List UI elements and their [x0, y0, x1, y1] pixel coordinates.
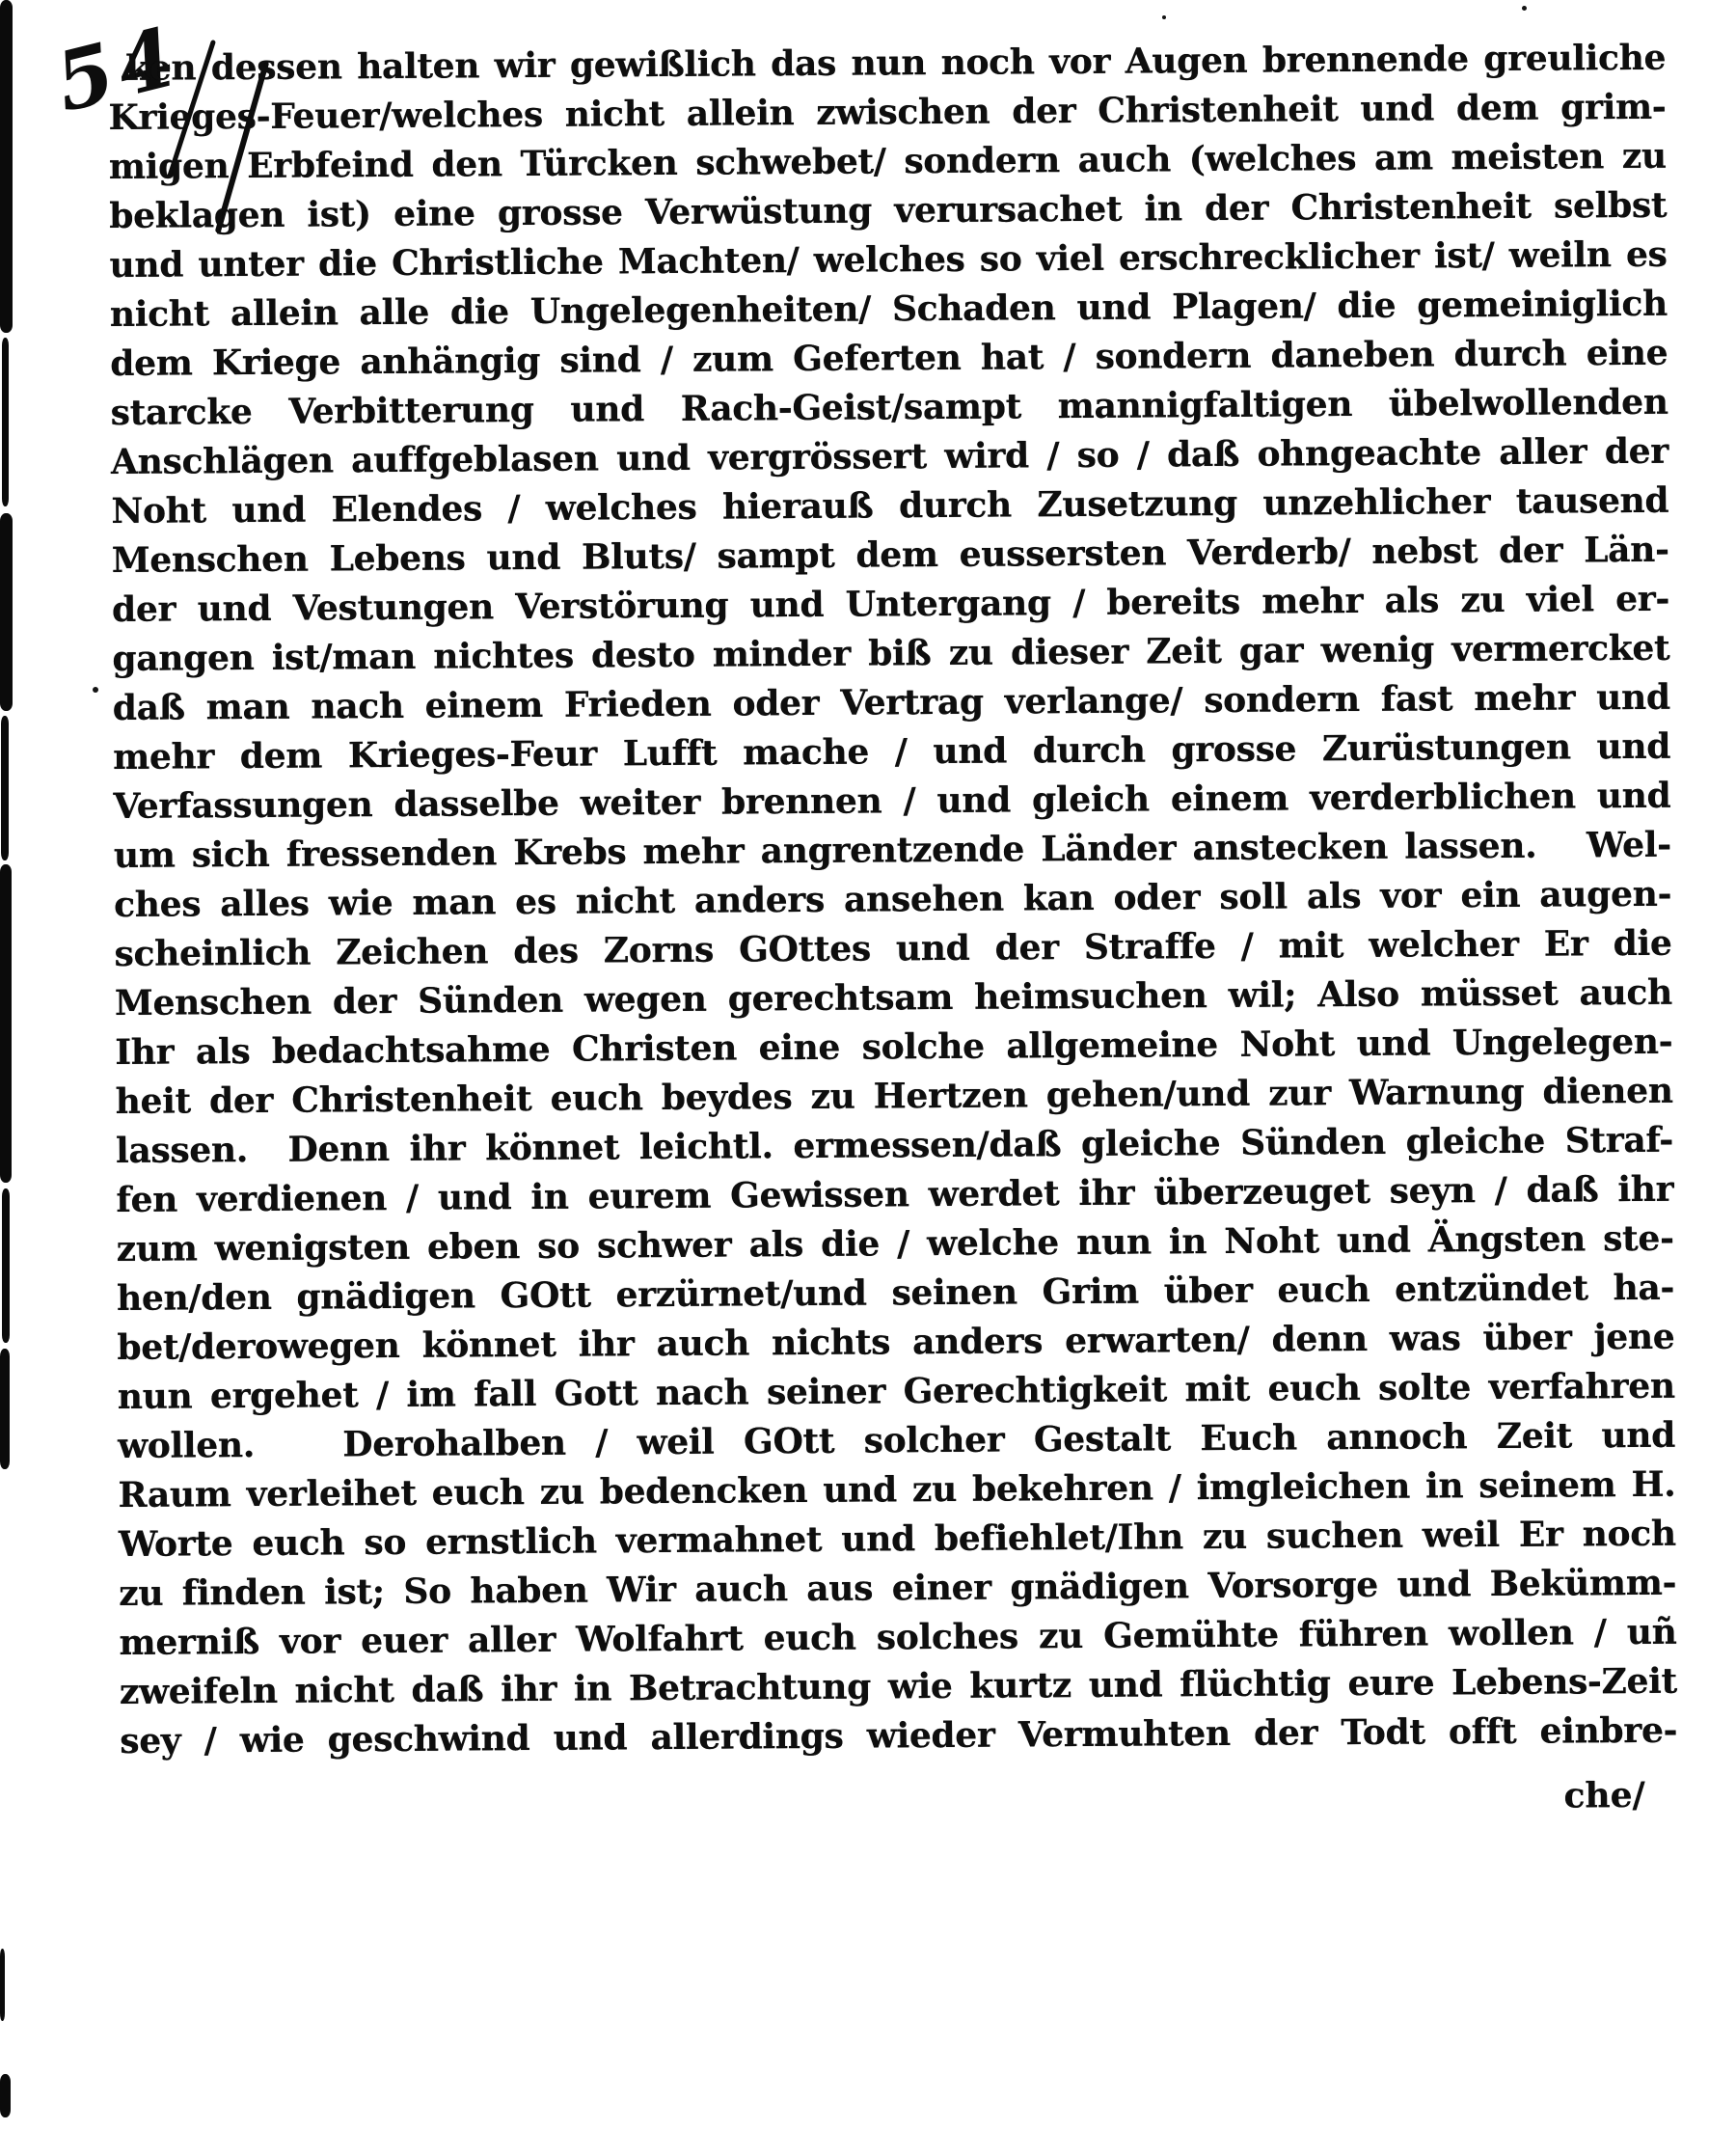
text-line: fen verdienen / und in eurem Gewissen werdet ihr überzeuget seyn / daß ihr	[116, 1168, 1674, 1220]
text-line: hen/den gnädigen GOtt erzürnet/und seinen Grim über euch entzündet ha-	[116, 1267, 1675, 1319]
binding-edge-mark	[2, 1188, 10, 1343]
binding-edge-mark	[0, 864, 12, 1183]
text-line: wollen. Derohalben / weil GOtt solcher Gestalt Euch annoch Zeit und	[117, 1414, 1676, 1466]
text-line: Krieges-Feuer/welches nicht allein zwischen der Christenheit und dem grim-	[108, 86, 1667, 138]
text-line: Noht und Elendes / welches hierauß durch Zusetzung unzehlicher tausend	[111, 479, 1669, 532]
text-line: bet/derowegen könnet ihr auch nichts anders erwarten/ denn was über jene	[117, 1316, 1675, 1368]
text-line: gangen ist/man nichtes desto minder biß zu dieser Zeit gar wenig vermercket	[112, 627, 1670, 679]
binding-edge-mark	[0, 2074, 11, 2117]
text-line: dem Kriege anhängig sind / zum Geferten hat / sondern daneben durch eine	[110, 332, 1668, 384]
binding-edge-mark	[0, 513, 13, 711]
text-line: sey / wie geschwind und allerdings wieder Vermuhten der Todt offt einbre-	[120, 1709, 1678, 1761]
binding-edge-mark	[0, 1349, 10, 1469]
text-line: ches alles wie man es nicht anders ansehen kan oder soll als vor ein augen-	[114, 873, 1672, 925]
text-line: scheinlich Zeichen des Zorns GOttes und der Straffe / mit welcher Er die	[114, 922, 1672, 974]
ink-speck	[1522, 6, 1527, 11]
text-line: mehr dem Krieges-Feur Lufft mache / und durch grosse Zurüstungen und	[113, 725, 1671, 778]
text-line: Menschen Lebens und Bluts/ sampt dem eussersten Verderb/ nebst der Län-	[111, 529, 1669, 581]
text-line: Menschen der Sünden wegen gerechtsam heimsuchen wil; Also müsset auch	[114, 971, 1673, 1024]
binding-edge-mark	[2, 338, 9, 506]
text-line: heit der Christenheit euch beydes zu Hertzen gehen/und zur Warnung dienen	[115, 1070, 1673, 1122]
text-line: lassen. Denn ihr könnet leichtl. ermessen/daß gleiche Sünden gleiche Straf-	[115, 1119, 1674, 1171]
handwritten-folio-number: 54	[45, 7, 190, 131]
text-line: Raum verleihet euch zu bedencken und zu bekehren / imgleichen in seinem H.	[118, 1463, 1676, 1516]
binding-edge-mark	[0, 1949, 5, 2021]
text-line: Verfassungen dasselbe weiter brennen / und gleich einem verderblichen und	[113, 775, 1671, 827]
text-line: zum wenigsten eben so schwer als die / welche nun in Noht und Ängsten ste-	[116, 1217, 1674, 1270]
catchword: che/	[1563, 1774, 1645, 1816]
text-line: migen Erbfeind den Türcken schwebet/ sondern auch (welches am meisten zu	[108, 135, 1667, 187]
text-line: Worte euch so ernstlich vermahnet und befiehlet/Ihn zu suchen weil Er noch	[118, 1513, 1676, 1565]
text-line: zu finden ist; So haben Wir auch aus einer gnädigen Vorsorge und Bekümm-	[119, 1562, 1677, 1614]
text-line: zweifeln nicht daß ihr in Betrachtung wie kurtz und flüchtig eure Lebens-Zeit	[119, 1660, 1678, 1712]
ink-speck	[1162, 15, 1166, 19]
body-text-block	[108, 34, 1678, 1831]
ink-speck	[93, 687, 98, 693]
text-line: der und Vestungen Verstörung und Untergang / bereits mehr als zu viel er-	[111, 578, 1670, 630]
text-line: daß man nach einem Frieden oder Vertrag verlange/ sondern fast mehr und	[112, 676, 1670, 728]
text-line: nicht allein alle die Ungelegenheiten/ Schaden und Plagen/ die gemeiniglich	[109, 283, 1668, 335]
text-line: Anschlägen auffgeblasen und vergrössert wird / so / daß ohngeachte aller der	[110, 430, 1669, 482]
text-line: Ihr als bedachtsahme Christen eine solche allgemeine Noht und Ungelegen-	[115, 1021, 1673, 1073]
text-line: nun ergehet / im fall Gott nach seiner Gerechtigkeit mit euch solte verfahren	[117, 1365, 1675, 1417]
text-line: beklagen ist) eine grosse Verwüstung verursachet in der Christenheit selbst	[109, 184, 1668, 236]
binding-edge-mark	[0, 0, 13, 333]
text-line: ken dessen halten wir gewißlich das nun noch vor Augen brennende greuliche	[125, 37, 1667, 89]
text-line: um sich fressenden Krebs mehr angrentzende Länder anstecken lassen. Wel-	[113, 824, 1671, 876]
binding-edge-mark	[1, 716, 9, 860]
text-line: und unter die Christliche Machten/ welches so viel erschrecklicher ist/ weiln es	[109, 233, 1668, 286]
text-line: starcke Verbitterung und Rach-Geist/sampt mannigfaltigen übelwollenden	[110, 381, 1668, 433]
text-line: merniß vor euer aller Wolfahrt euch solches zu Gemühte führen wollen / uñ	[119, 1611, 1677, 1663]
